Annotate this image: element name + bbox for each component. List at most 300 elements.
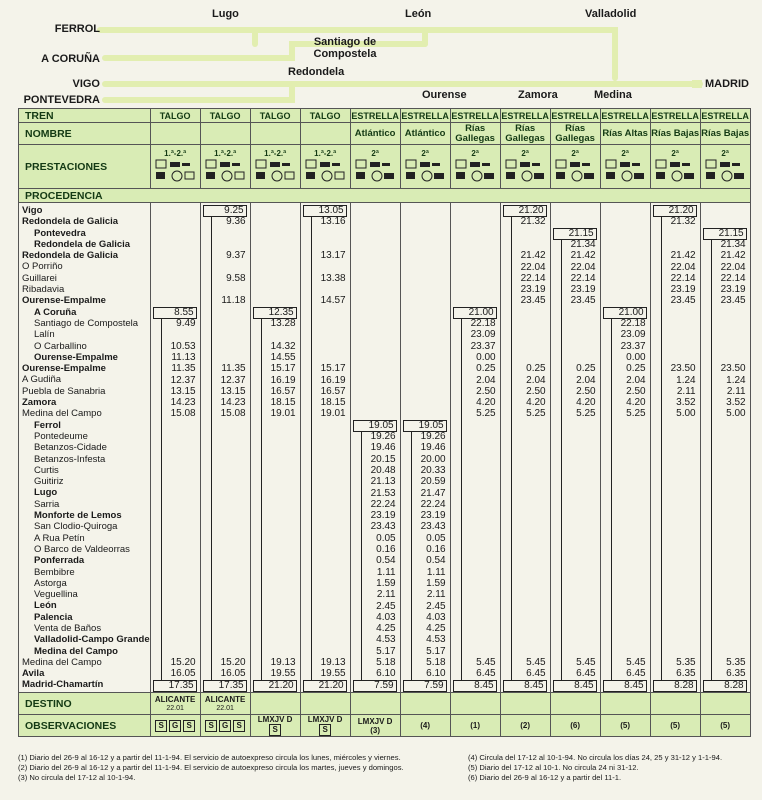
time-cell: 11.18 — [221, 295, 246, 307]
train-class-4: 2ª — [371, 149, 379, 158]
note-5: (5) Diario del 17-12 al 10-1. No circula 24 ni 31-12. — [468, 763, 639, 772]
time-cell: 11.35 — [171, 363, 196, 375]
time-cell: 21.15 — [703, 228, 747, 240]
time-cell: 9.49 — [176, 318, 196, 329]
train-destination-6 — [450, 693, 500, 715]
time-cell: 19.26 — [420, 431, 446, 442]
time-cell: 9.25 — [203, 205, 247, 217]
time-cell: 16.57 — [270, 385, 296, 397]
time-cell: 22.24 — [370, 498, 396, 510]
train-times-3 — [300, 203, 350, 693]
service-icons — [302, 158, 348, 184]
train-name-2 — [250, 123, 300, 145]
station-name: O Porriño — [22, 261, 63, 273]
train-times-4 — [350, 203, 400, 693]
time-cell: 7.59 — [403, 680, 447, 692]
observation-text: (5) — [620, 721, 630, 730]
train-times-8 — [550, 203, 600, 693]
time-cell: 17.35 — [203, 680, 247, 692]
train-observations-0 — [150, 715, 200, 737]
time-cell: 14.57 — [320, 295, 346, 307]
map-city-pontevedra: PONTEVEDRA — [23, 94, 100, 106]
time-cell: 20.00 — [420, 453, 446, 465]
map-city-santiago: Santiago de Compostela — [313, 36, 377, 60]
time-cell: 4.03 — [376, 611, 396, 623]
time-cell: 20.48 — [370, 464, 396, 476]
time-cell: 18.15 — [270, 397, 296, 409]
destino-label: DESTINO — [19, 693, 151, 715]
train-name-1 — [200, 123, 250, 145]
time-cell: 13.15 — [220, 385, 246, 397]
service-code: G — [219, 720, 231, 732]
station-name: Medina del Campo — [34, 645, 118, 657]
time-cell: 6.45 — [476, 668, 496, 680]
train-destination-0 — [150, 693, 200, 715]
service-code: S — [233, 720, 245, 732]
note-2: (2) Diario del 26-9 al 16-12 y a partir del 11-1-94. El servicio de autoexpreso circula los martes, jueves y domingos. — [18, 763, 404, 772]
train-destination-2 — [250, 693, 300, 715]
train-class-1: 1.ª-2.ª — [214, 149, 237, 158]
observation-text: (4) — [420, 721, 430, 730]
train-times-2 — [250, 203, 300, 693]
time-cell: 8.45 — [453, 680, 497, 692]
time-cell: 0.16 — [426, 544, 446, 555]
train-times-11 — [700, 203, 750, 693]
time-cell: 13.05 — [303, 205, 347, 217]
time-cell: 4.20 — [576, 397, 596, 409]
time-cell: 2.45 — [426, 600, 446, 612]
station-name: Ferrol — [34, 419, 61, 431]
destination-name: ALICANTE — [204, 694, 246, 704]
time-cell: 2.11 — [676, 385, 696, 397]
time-cell: 1.11 — [426, 566, 446, 578]
train-type-4: ESTRELLA — [351, 110, 399, 121]
time-cell: 2.50 — [576, 385, 596, 397]
time-cell: 13.15 — [170, 385, 196, 397]
procedencia-label: PROCEDENCIA — [19, 189, 751, 203]
train-class-3: 1.ª-2.ª — [314, 149, 337, 158]
station-name: San Clodio-Quiroga — [34, 521, 118, 533]
time-cell: 15.17 — [270, 363, 296, 375]
station-name: Betanzos-Infesta — [34, 453, 106, 465]
time-cell: 5.45 — [626, 657, 646, 668]
train-times-9 — [600, 203, 650, 693]
station-name: Ourense-Empalme — [22, 363, 106, 375]
train-type-6: ESTRELLA — [451, 110, 499, 121]
train-class-10: 2ª — [671, 149, 679, 158]
time-cell: 23.37 — [620, 340, 646, 352]
station-name: Venta de Baños — [34, 622, 102, 634]
station-name: Redondela de Galicia — [22, 216, 119, 228]
map-city-ferrol: FERROL — [54, 23, 100, 35]
train-observations-7 — [500, 715, 550, 737]
time-cell: 5.25 — [476, 408, 496, 420]
time-cell: 2.04 — [476, 374, 496, 386]
train-type-7: ESTRELLA — [501, 110, 549, 121]
train-class-8: 2ª — [571, 149, 579, 158]
time-cell: 5.45 — [476, 657, 496, 668]
time-cell: 11.13 — [171, 351, 196, 363]
note-4: (4) Circula del 17-12 al 10-1-94. No circula los días 24, 25 y 31-12 y 1-1-94. — [468, 753, 723, 762]
train-destination-8 — [550, 693, 600, 715]
train-services-5 — [400, 145, 450, 189]
service-icons — [452, 158, 498, 184]
time-cell: 5.00 — [676, 408, 696, 420]
train-destination-10 — [650, 693, 700, 715]
station-name: Veguellina — [34, 589, 78, 601]
train-name-7: Rías Gallegas — [500, 123, 550, 145]
time-cell: 15.20 — [170, 657, 196, 668]
route-line — [311, 217, 312, 681]
station-name: Guitiriz — [34, 476, 64, 488]
time-cell: 22.24 — [420, 498, 446, 510]
station-name: Ponferrada — [34, 555, 85, 567]
time-cell: 21.32 — [520, 216, 546, 228]
train-services-11 — [700, 145, 750, 189]
map-city-valladolid: Valladolid — [585, 8, 637, 20]
station-name: Astorga — [34, 577, 67, 589]
time-cell: 6.10 — [426, 668, 446, 680]
train-observations-9 — [600, 715, 650, 737]
time-cell: 20.15 — [370, 453, 396, 465]
time-cell: 23.50 — [670, 363, 696, 375]
time-cell: 14.23 — [220, 397, 246, 409]
time-cell: 5.18 — [426, 657, 446, 668]
time-cell: 5.00 — [726, 408, 746, 420]
time-cell: 19.55 — [320, 668, 346, 680]
time-cell: 8.45 — [603, 680, 647, 692]
train-name-4: Atlántico — [350, 123, 400, 145]
time-cell: 2.11 — [426, 589, 446, 601]
time-cell: 11.35 — [221, 363, 246, 375]
train-class-0: 1.ª-2.ª — [164, 149, 187, 158]
train-destination-4 — [350, 693, 400, 715]
train-destination-1 — [200, 693, 250, 715]
time-cell: 6.45 — [526, 668, 546, 680]
time-cell: 5.35 — [726, 657, 746, 668]
station-name: Monforte de Lemos — [34, 510, 122, 522]
observation-text: LMXJV D — [307, 715, 343, 724]
train-destination-3 — [300, 693, 350, 715]
time-cell: 20.59 — [420, 476, 446, 488]
time-cell: 23.50 — [720, 363, 746, 375]
time-cell: 1.24 — [726, 374, 746, 386]
train-observations-5 — [400, 715, 450, 737]
time-cell: 0.54 — [426, 555, 446, 567]
notes-left — [18, 753, 404, 783]
time-cell: 21.34 — [720, 238, 746, 250]
train-name-11: Rías Bajas — [700, 123, 750, 145]
time-cell: 4.53 — [426, 634, 446, 646]
time-cell: 13.28 — [270, 318, 296, 329]
time-cell: 23.19 — [570, 284, 596, 296]
service-icons — [652, 158, 698, 184]
train-services-2 — [250, 145, 300, 189]
time-cell: 22.14 — [670, 272, 696, 284]
time-cell: 2.04 — [526, 374, 546, 386]
train-services-7 — [500, 145, 550, 189]
time-cell: 2.50 — [626, 385, 646, 397]
train-services-4 — [350, 145, 400, 189]
time-cell: 0.00 — [626, 351, 646, 363]
train-class-7: 2ª — [521, 149, 529, 158]
train-times-5 — [400, 203, 450, 693]
station-name: Guillarei — [22, 272, 57, 284]
time-cell: 21.15 — [553, 228, 597, 240]
station-name: Pontevedra — [34, 227, 86, 239]
destination-name: ALICANTE — [154, 694, 196, 704]
time-cell: 23.37 — [470, 340, 496, 352]
time-cell: 21.42 — [520, 250, 546, 262]
service-code: G — [169, 720, 181, 732]
time-cell: 17.35 — [153, 680, 197, 692]
service-icons — [202, 158, 248, 184]
station-list — [19, 203, 151, 693]
train-class-5: 2ª — [421, 149, 429, 158]
map-city-madrid: MADRID — [705, 78, 749, 90]
time-cell: 21.20 — [253, 680, 297, 692]
station-name: A Rua Petín — [34, 532, 85, 544]
train-type-9: ESTRELLA — [601, 110, 649, 121]
time-cell: 21.42 — [720, 250, 746, 262]
map-city-leon: León — [405, 8, 432, 20]
station-name: Bembibre — [34, 566, 75, 578]
station-name: Madrid-Chamartín — [22, 679, 104, 691]
service-code: S — [205, 720, 217, 732]
time-cell: 23.19 — [720, 284, 746, 296]
service-code: S — [269, 724, 281, 736]
time-cell: 0.25 — [626, 363, 646, 375]
train-times-0 — [150, 203, 200, 693]
time-cell: 14.23 — [170, 397, 196, 409]
train-observations-6 — [450, 715, 500, 737]
train-services-6 — [450, 145, 500, 189]
time-cell: 12.37 — [220, 374, 246, 386]
train-times-10 — [650, 203, 700, 693]
station-name: Sarria — [34, 498, 60, 510]
time-cell: 22.18 — [620, 318, 646, 329]
observation-text: (5) — [670, 721, 680, 730]
observation-text: (3) — [370, 725, 380, 735]
service-code: S — [319, 724, 331, 736]
service-icons — [502, 158, 548, 184]
time-cell: 16.05 — [220, 668, 246, 680]
time-cell: 4.20 — [476, 397, 496, 409]
time-cell: 2.04 — [576, 374, 596, 386]
time-cell: 20.33 — [420, 464, 446, 476]
time-cell: 2.45 — [376, 600, 396, 612]
time-cell: 1.24 — [676, 374, 696, 386]
station-name: Pontedeume — [34, 430, 88, 442]
time-cell: 19.46 — [420, 442, 446, 454]
observation-text: (2) — [520, 721, 530, 730]
map-city-vigo: VIGO — [72, 78, 100, 90]
time-cell: 19.05 — [403, 420, 447, 432]
time-cell: 13.38 — [320, 272, 346, 284]
observaciones-label: OBSERVACIONES — [19, 715, 151, 737]
station-name: Puebla de Sanabria — [22, 385, 106, 397]
time-cell: 8.28 — [653, 680, 697, 692]
time-cell: 16.19 — [320, 374, 346, 386]
time-cell: 22.04 — [570, 261, 596, 273]
station-name: Valladolid-Campo Grande — [34, 634, 150, 646]
time-cell: 23.09 — [620, 329, 646, 341]
time-cell: 19.55 — [270, 668, 296, 680]
tren-label: TREN — [19, 109, 151, 123]
train-type-1: TALGO — [200, 109, 250, 123]
train-name-6: Rías Gallegas — [450, 123, 500, 145]
train-class-9: 2ª — [621, 149, 629, 158]
time-cell: 5.25 — [526, 408, 546, 420]
train-observations-11 — [700, 715, 750, 737]
station-name: Ourense-Empalme — [34, 351, 118, 363]
time-cell: 21.32 — [670, 216, 696, 228]
time-cell: 19.46 — [370, 442, 396, 454]
time-cell: 23.19 — [520, 284, 546, 296]
observation-text: LMXJV D — [357, 716, 393, 726]
time-cell: 23.45 — [670, 295, 696, 307]
time-cell: 2.50 — [476, 385, 496, 397]
time-cell: 22.18 — [470, 318, 496, 329]
time-cell: 15.17 — [320, 363, 346, 375]
time-cell: 2.11 — [726, 385, 746, 397]
time-cell: 0.25 — [476, 363, 496, 375]
observation-text: (6) — [570, 721, 580, 730]
time-cell: 4.53 — [376, 634, 396, 646]
time-cell: 5.25 — [576, 408, 596, 420]
time-cell: 8.55 — [153, 307, 197, 319]
time-cell: 14.32 — [270, 340, 296, 352]
time-cell: 23.43 — [420, 521, 446, 533]
service-icons — [702, 158, 748, 184]
train-observations-1 — [200, 715, 250, 737]
station-name: Vigo — [22, 205, 43, 216]
time-cell: 9.58 — [226, 272, 246, 284]
map-city-zamora: Zamora — [518, 89, 558, 101]
time-cell: 6.45 — [626, 668, 646, 680]
time-cell: 5.45 — [576, 657, 596, 668]
time-cell: 23.45 — [720, 295, 746, 307]
station-name: Palencia — [34, 611, 73, 623]
train-name-5: Atlántico — [400, 123, 450, 145]
time-cell: 21.13 — [370, 476, 396, 488]
train-type-2: TALGO — [250, 109, 300, 123]
time-cell: 4.20 — [526, 397, 546, 409]
time-cell: 14.55 — [270, 351, 296, 363]
station-name: A Gudiña — [22, 374, 62, 386]
note-1: (1) Diario del 26-9 al 16-12 y a partir del 11-1-94. El servicio de autoexpreso circula los lunes, miércoles y viernes. — [18, 753, 401, 762]
train-type-5: ESTRELLA — [401, 110, 449, 121]
train-destination-11 — [700, 693, 750, 715]
time-cell: 2.04 — [626, 374, 646, 386]
time-cell: 13.17 — [320, 250, 346, 262]
station-name: Lugo — [34, 487, 58, 499]
time-cell: 9.36 — [226, 216, 246, 228]
station-name: O Carballino — [34, 340, 87, 352]
station-name: Ourense-Empalme — [22, 295, 106, 307]
time-cell: 0.54 — [376, 555, 396, 567]
time-cell: 12.37 — [170, 374, 196, 386]
time-cell: 19.26 — [370, 431, 396, 442]
train-observations-8 — [550, 715, 600, 737]
train-name-10: Rías Bajas — [650, 123, 700, 145]
destination-time: 22.01 — [216, 704, 234, 712]
time-cell: 8.45 — [503, 680, 547, 692]
time-cell: 18.15 — [320, 397, 346, 409]
time-cell: 2.50 — [526, 385, 546, 397]
time-cell: 0.05 — [376, 532, 396, 544]
time-cell: 23.19 — [670, 284, 696, 296]
time-cell: 16.19 — [270, 374, 296, 386]
time-cell: 5.17 — [376, 645, 396, 657]
station-name: Redondela de Galicia — [22, 250, 119, 262]
train-observations-3 — [300, 715, 350, 737]
train-name-0 — [150, 123, 200, 145]
service-icons — [402, 158, 448, 184]
time-cell: 15.20 — [220, 657, 246, 668]
time-cell: 21.20 — [503, 205, 547, 217]
station-name: Avila — [22, 668, 45, 680]
map-city-medina: Medina — [594, 89, 632, 101]
time-cell: 0.25 — [576, 363, 596, 375]
train-services-10 — [650, 145, 700, 189]
timetable — [18, 108, 751, 737]
time-cell: 0.25 — [526, 363, 546, 375]
time-cell: 1.11 — [376, 566, 396, 578]
time-cell: 19.01 — [320, 408, 346, 420]
observation-text: (1) — [470, 721, 480, 730]
train-type-3: TALGO — [300, 109, 350, 123]
time-cell: 19.13 — [320, 657, 346, 668]
train-class-6: 2ª — [471, 149, 479, 158]
train-services-0 — [150, 145, 200, 189]
time-cell: 23.45 — [570, 295, 596, 307]
station-name: A Coruña — [34, 306, 77, 318]
time-cell: 3.52 — [676, 397, 696, 409]
time-cell: 6.35 — [676, 668, 696, 680]
time-cell: 23.43 — [370, 521, 396, 533]
time-cell: 3.52 — [726, 397, 746, 409]
route-line — [211, 217, 212, 681]
time-cell: 19.01 — [270, 408, 296, 420]
time-cell: 22.14 — [720, 272, 746, 284]
service-icons — [552, 158, 598, 184]
time-cell: 21.00 — [453, 307, 497, 319]
prestaciones-label: PRESTACIONES — [19, 145, 151, 189]
time-cell: 22.14 — [570, 272, 596, 284]
time-cell: 21.00 — [603, 307, 647, 319]
train-times-7 — [500, 203, 550, 693]
time-cell: 5.25 — [626, 408, 646, 420]
map-city-ourense: Ourense — [422, 89, 467, 101]
station-name: Ribadavia — [22, 284, 65, 296]
time-cell: 9.37 — [226, 250, 246, 262]
time-cell: 0.00 — [476, 351, 496, 363]
route-map — [0, 0, 762, 108]
time-cell: 6.10 — [376, 668, 396, 680]
time-cell: 1.59 — [426, 577, 446, 589]
train-services-9 — [600, 145, 650, 189]
time-cell: 1.59 — [376, 577, 396, 589]
station-name: Medina del Campo — [22, 408, 102, 420]
time-cell: 5.17 — [426, 645, 446, 657]
train-destination-5 — [400, 693, 450, 715]
train-name-3 — [300, 123, 350, 145]
time-cell: 23.45 — [520, 295, 546, 307]
time-cell: 22.04 — [670, 261, 696, 273]
train-class-2: 1.ª-2.ª — [264, 149, 287, 158]
time-cell: 15.08 — [170, 408, 196, 420]
